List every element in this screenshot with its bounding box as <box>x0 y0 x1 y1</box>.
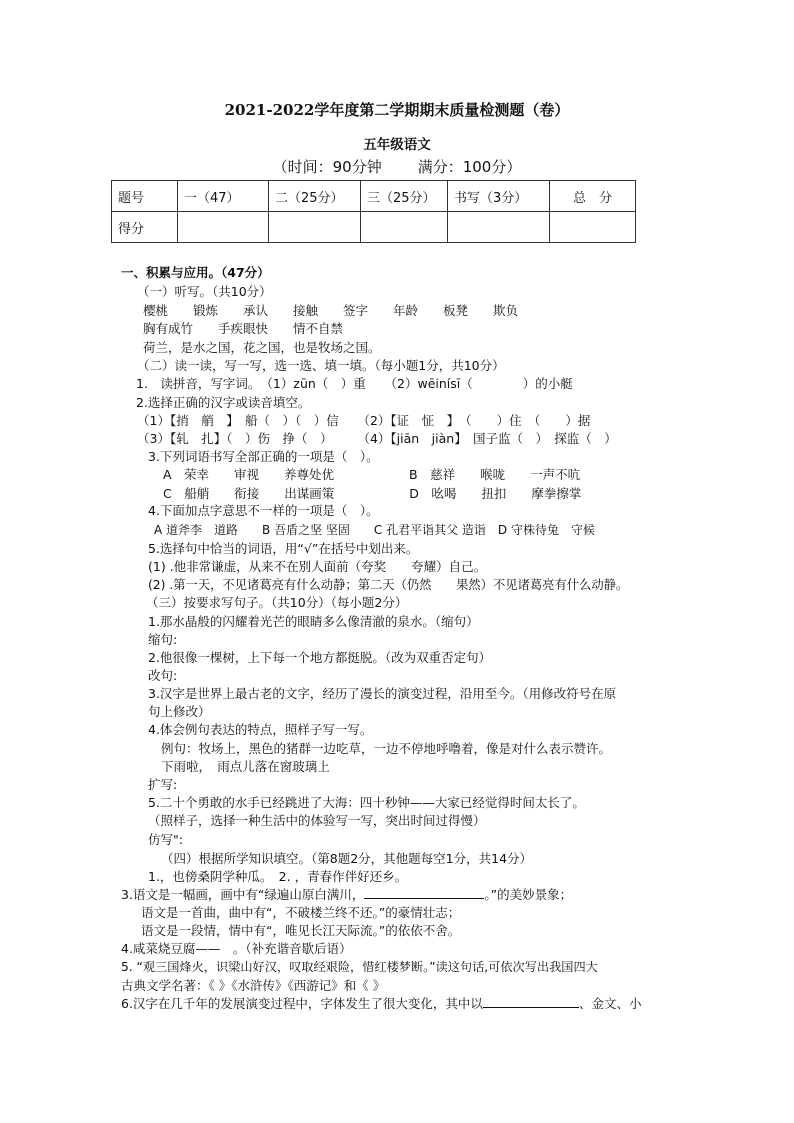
question-text <box>121 886 572 904</box>
question-text: 1.，也傍桑阴学种瓜。 2. ，青春作伴好还乡。 <box>148 869 408 884</box>
subsection-heading: （三）按要求写句子。（共10分）（每小题2分） <box>146 595 408 610</box>
question-fragment: 。”的美妙景象； <box>484 887 573 902</box>
answer-label: 缩句: <box>148 632 178 647</box>
score-table-header-row <box>112 181 636 212</box>
question-text: 3.下列词语书写全部正确的一项是（ ）。 <box>148 449 379 464</box>
table-cell: 书写（3分） <box>448 181 550 212</box>
option-line: A 荣幸 审视 养尊处优 B 慈祥 喉咙 一声不吭 <box>163 467 581 482</box>
score-input-cell[interactable] <box>361 212 448 243</box>
answer-label: 扩写: <box>148 777 178 792</box>
practice-sentence: 下雨啦， 雨点儿落在窗玻璃上 <box>161 759 330 774</box>
question-text: (2) .第一天，不见诸葛亮有什么动静；第二天（仍然 果然）不见诸葛亮有什么动静。 <box>148 578 629 592</box>
exam-title: 2021-2022学年度第二学期期末质量检测题（卷） <box>224 101 570 119</box>
time-label: （时间：90分钟 <box>272 158 382 176</box>
dictation-words: 樱桃 锻炼 承认 接触 签字 年龄 板凳 欺负 <box>143 303 519 318</box>
question-text: 语文是一段情，情中有“，唯见长江天际流。”的依依不舍。 <box>141 923 461 938</box>
score-table <box>111 180 636 243</box>
fill-blank[interactable] <box>483 995 579 1008</box>
question-text: 3.汉字是世界上最古老的文字，经历了漫长的演变过程，沿用至今。（用修改符号在原 <box>148 686 617 701</box>
answer-label: 改句: <box>148 668 178 683</box>
section-heading: 一、积累与应用。（47分） <box>121 265 270 280</box>
grade-subject: 五年级语文 <box>363 137 431 153</box>
question-text: 5.二十个勇敢的水手已经跳进了大海：四十秒钟——大家已经觉得时间太长了。 <box>148 795 585 810</box>
question-text: 古典文学名著：《 》《水浒传》《西游记》和《 》 <box>121 978 386 993</box>
question-text: 2.他很像一棵树，上下每一个地方都挺脱。（改为双重否定句） <box>148 650 492 665</box>
score-input-cell[interactable] <box>269 212 361 243</box>
score-input-cell[interactable] <box>550 212 636 243</box>
question-text: 2.选择正确的汉字或读音填空。 <box>136 395 311 410</box>
table-cell: 总 分 <box>550 181 636 212</box>
fill-blank[interactable] <box>364 886 484 899</box>
subsection-heading: （二）读一读，写一写，选一选、填一填。（每小题1分，共10分） <box>137 358 505 373</box>
table-cell: 题号 <box>112 181 178 212</box>
question-text <box>121 995 641 1013</box>
time-score-line <box>0 156 794 177</box>
table-cell: 二（25分） <box>269 181 361 212</box>
question-fragment: 6.汉字在几千年的发展演变过程中，字体发生了很大变化，其中以 <box>121 996 483 1011</box>
example-sentence: 例句：牧场上，黑色的猪群一边吃草，一边不停地呼噜着，像是对什么表示赞许。 <box>161 741 612 756</box>
answer-label: 仿写": <box>148 832 183 847</box>
question-text: （照样子，选择一种生活中的体验写一写，突出时间过得慢） <box>148 813 486 828</box>
question-text: 4.咸菜烧豆腐—— 。（补充谐音歇后语） <box>121 941 352 956</box>
question-text: 句上修改） <box>148 704 211 719</box>
table-cell: 一（47） <box>178 181 269 212</box>
question-text: 5.选择句中恰当的词语，用“√”在括号中划出来。 <box>148 541 419 556</box>
question-text: (1) .他非常谦虚，从来不在别人面前（夸奖 夸耀）自己。 <box>148 559 487 574</box>
table-cell: 三（25分） <box>361 181 448 212</box>
dictation-idioms: 胸有成竹 手疾眼快 情不自禁 <box>143 321 344 336</box>
score-input-cell[interactable] <box>448 212 550 243</box>
question-fragment: 、金文、小 <box>578 996 642 1011</box>
score-table-row <box>112 212 636 243</box>
table-cell: 得分 <box>112 212 178 243</box>
question-text: 语文是一首曲，曲中有“，不破楼兰终不还。”的豪情壮志； <box>141 905 461 920</box>
dictation-sentence: 荷兰，是水之国，花之国，也是牧场之国。 <box>143 340 381 355</box>
question-text: 4.下面加点字意思不一样的一项是（ ）。 <box>148 503 379 518</box>
question-fragment: 3.语文是一幅画，画中有“绿遍山原白满川， <box>121 887 365 902</box>
option-line: A 道斧李 道路 B 吾盾之坚 坚固 C 孔君平诣其父 造诣 D 守株待兔 守候 <box>154 523 595 537</box>
question-text: 5. “观三国烽火，识梁山好汉，叹取经艰险，惜红楼梦断。”读这句话,可依次写出我国四大 <box>121 960 598 974</box>
subsection-heading: （四）根据所学知识填空。（第8题2分，其他题每空1分，共14分） <box>161 851 533 866</box>
question-text: 4.体会例句表达的特点，照样子写一写。 <box>148 722 373 737</box>
option-line: C 船艄 衔接 出谋画策 D 吆喝 扭扣 摩拳擦掌 <box>163 486 582 501</box>
subsection-heading: （一）听写。（共10分） <box>137 284 272 299</box>
score-input-cell[interactable] <box>178 212 269 243</box>
question-text: 1.那水晶般的闪耀着光芒的眼睛多么像清澈的泉水。（缩句） <box>148 614 479 629</box>
question-text: 1. 读拼音，写字词。 （1）zūn（ ）重 （2）wēinísī（ ）的小艇 <box>136 376 573 391</box>
question-text: （1）【捎 艄 】 船（ ）（ ）信 （2）【证 怔 】 （ ）住 （ ）据 <box>137 413 591 428</box>
full-score-label: 满分：100分） <box>417 158 522 176</box>
question-text: （3）【轧 扎】（ ）伤 挣（ ） （4）【jiān jiàn】 国子监（ ） 探监（ ） <box>137 431 617 446</box>
